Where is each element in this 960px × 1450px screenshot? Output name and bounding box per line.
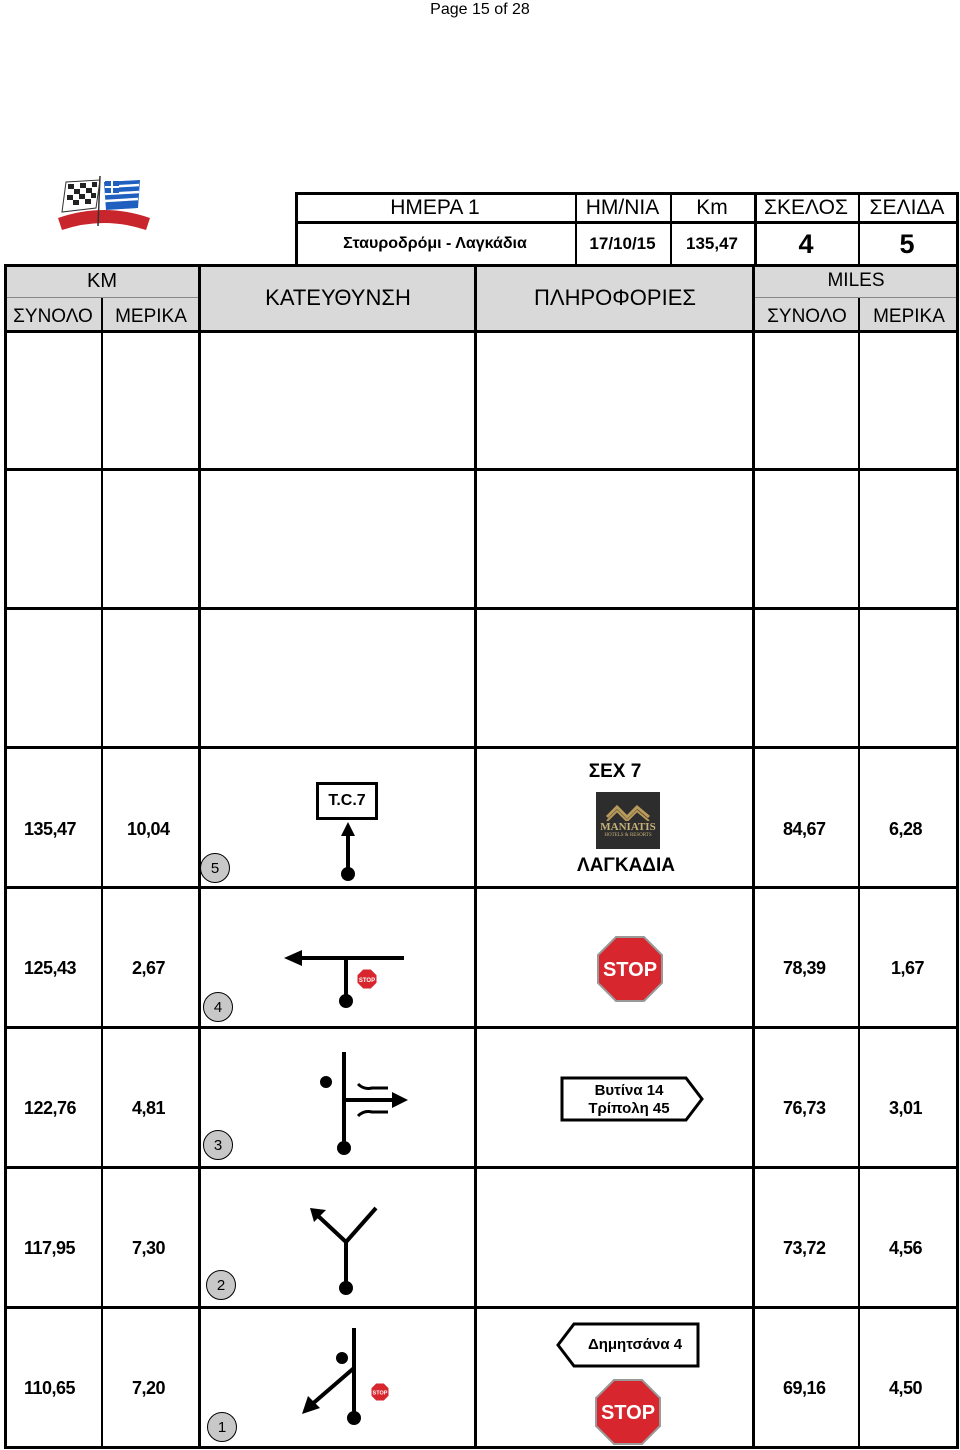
km-total: 117,95 — [24, 1238, 76, 1258]
km-total-column-label: ΣΥΝΟΛΟ — [13, 306, 93, 327]
miles-total: 78,39 — [783, 958, 826, 978]
page-column-label: ΣΕΛΙΔΑ — [869, 195, 945, 219]
km-partial: 10,04 — [127, 819, 170, 839]
straight-ahead-arrow-icon — [330, 818, 370, 884]
miles-partial: 3,01 — [889, 1098, 923, 1118]
small-stop-sign-icon — [356, 968, 378, 990]
miles-partial: 4,50 — [889, 1378, 923, 1398]
header-labels-row — [295, 192, 956, 223]
fork-left-icon — [304, 1200, 384, 1298]
step-badge: 2 — [206, 1270, 236, 1300]
club-logo — [52, 172, 156, 236]
direction-column-label: ΚΑΤΕΥΘΥΝΣΗ — [265, 285, 411, 310]
miles-partial: 1,67 — [891, 958, 925, 978]
maniatis-logo — [596, 792, 660, 849]
small-stop-sign-icon — [370, 1382, 390, 1402]
km-partial: 7,30 — [132, 1238, 166, 1258]
km-partial: 4,81 — [132, 1098, 166, 1118]
miles-total: 76,73 — [783, 1098, 826, 1118]
km-label: Km — [696, 195, 728, 219]
small-stop-text: STOP — [372, 1390, 388, 1397]
step-badge: 1 — [207, 1412, 237, 1442]
stop-sign-icon — [594, 1378, 662, 1446]
km-partial: 7,20 — [132, 1378, 166, 1398]
km-total: 110,65 — [24, 1378, 76, 1398]
miles-partial: 4,56 — [889, 1238, 923, 1258]
stop-sign-icon — [596, 935, 664, 1003]
step-badge: 3 — [203, 1130, 233, 1160]
sign-destination-2: Τρίπολη 45 — [588, 1100, 670, 1117]
junction-left-turn-icon — [298, 1324, 368, 1436]
direction-sign-text: Δημητσάνα 4 — [587, 1336, 683, 1353]
km-total: 135,47 — [24, 819, 77, 839]
crossroads-right-turn-icon — [312, 1048, 412, 1160]
miles-total: 69,16 — [783, 1378, 826, 1398]
step-badge: 4 — [203, 992, 233, 1022]
info-column-label: ΠΛΗΡΟΦΟΡΙΕΣ — [534, 285, 696, 310]
page-value: 5 — [899, 228, 915, 259]
leg-label: ΣΚΕΛΟΣ — [764, 195, 848, 219]
maniatis-logo-text: MANIATIS — [600, 821, 656, 833]
day-label: ΗΜΕΡΑ 1 — [390, 195, 480, 219]
leg-value: 4 — [798, 228, 814, 259]
route-name: Σταυροδρόμι - Λαγκάδια — [343, 235, 527, 252]
maniatis-logo-subtext: HOTELS & RESORTS — [604, 833, 652, 838]
km-partial: 2,67 — [132, 958, 166, 978]
miles-total-column-label: ΣΥΝΟΛΟ — [767, 306, 847, 327]
miles-total: 84,67 — [783, 819, 826, 839]
stop-sign-text: STOP — [602, 959, 658, 981]
km-total: 125,43 — [24, 958, 77, 978]
miles-column-label: MILES — [827, 270, 885, 291]
km-total: 122,76 — [24, 1098, 77, 1118]
page-number-label: Page 15 of 28 — [430, 1, 530, 18]
t-junction-left-turn-icon — [280, 944, 410, 1012]
small-stop-text: STOP — [358, 978, 376, 984]
date-value: 17/10/15 — [589, 234, 656, 253]
direction-sign-text — [566, 1082, 692, 1118]
date-label: ΗΜ/ΝΙΑ — [585, 195, 660, 219]
info-control-label: ΣΕΧ 7 — [588, 761, 642, 782]
sign-destination-1: Βυτίνα 14 — [594, 1082, 664, 1099]
miles-total: 73,72 — [783, 1238, 826, 1258]
stop-sign-text: STOP — [600, 1402, 656, 1424]
km-column-label: KM — [87, 270, 117, 292]
miles-partial: 6,28 — [889, 819, 923, 839]
km-total-value: 135,47 — [686, 234, 738, 253]
header-values-row — [295, 223, 956, 265]
maniatis-emblem-icon — [605, 803, 651, 821]
km-partial-column-label: ΜΕΡΙΚΑ — [115, 306, 187, 327]
time-control-box: T.C.7 — [316, 782, 378, 820]
info-destination-label: ΛΑΓΚΑΔΙΑ — [577, 855, 675, 876]
step-badge: 5 — [200, 853, 230, 883]
miles-partial-column-label: ΜΕΡΙΚΑ — [873, 306, 945, 327]
